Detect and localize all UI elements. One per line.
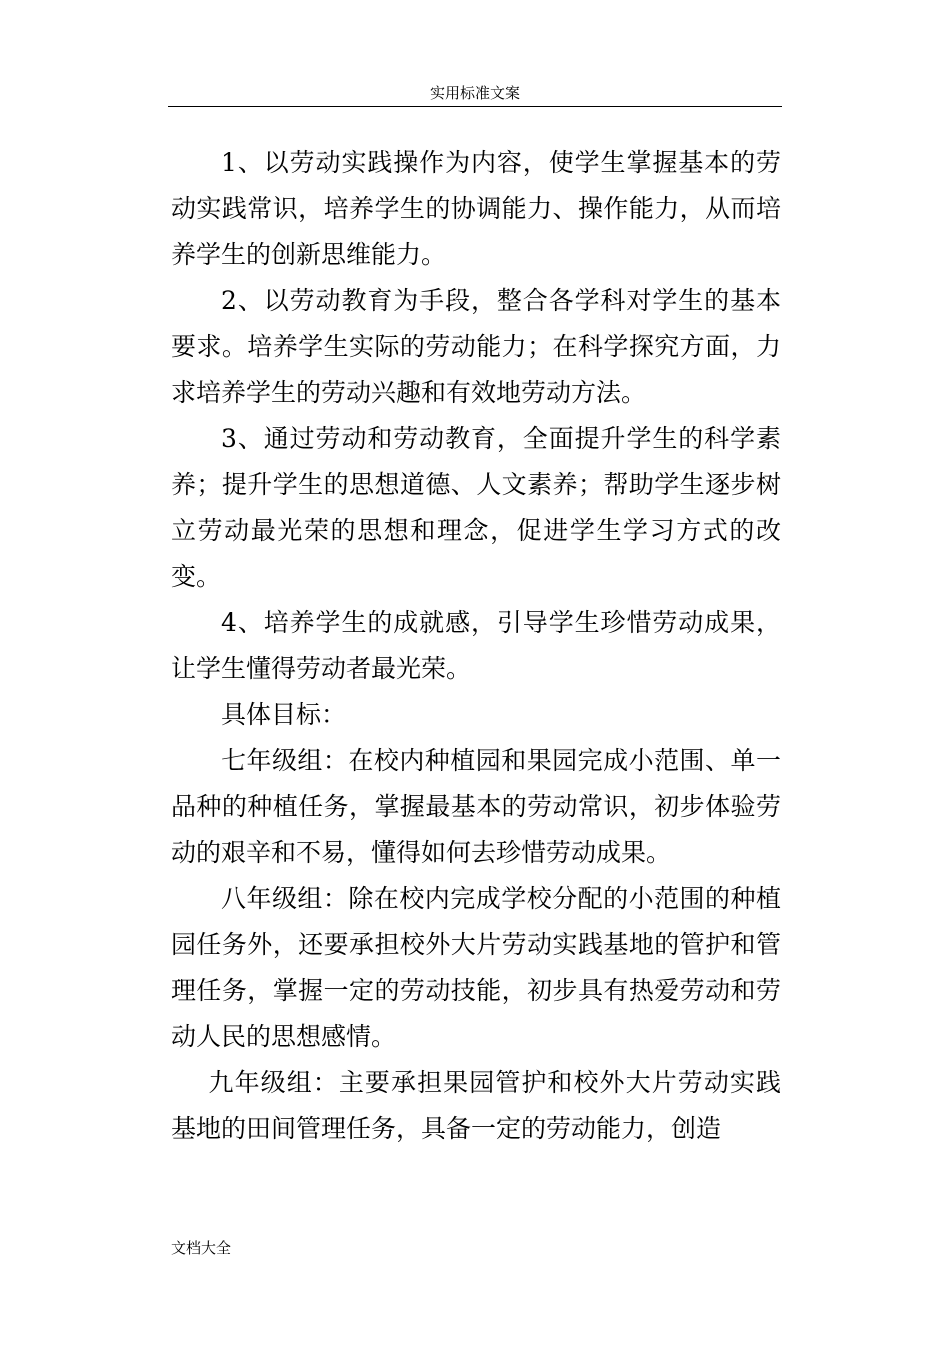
paragraph-goal-4: 4、培养学生的成就感，引导学生珍惜劳动成果，让学生懂得劳动者最光荣。	[171, 608, 781, 683]
page-header	[168, 84, 782, 107]
page-footer	[171, 1238, 231, 1258]
paragraph-grade-9: 九年级组：主要承担果园管护和校外大片劳动实践基地的田间管理任务，具备一定的劳动能力，创造	[171, 1068, 781, 1143]
footer-text: 文档大全	[171, 1239, 232, 1257]
paragraph-goal-3: 3、通过劳动和劳动教育，全面提升学生的科学素养；提升学生的思想道德、人文素养；帮助学生逐步树立劳动最光荣的思想和理念，促进学生学习方式的改变。	[171, 424, 781, 591]
paragraph-goal-2: 2、以劳动教育为手段，整合各学科对学生的基本要求。培养学生实际的劳动能力；在科学探究方面，力求培养学生的劳动兴趣和有效地劳动方法。	[171, 286, 781, 407]
specific-goals-heading: 具体目标：	[221, 700, 347, 729]
paragraph-grade-7: 七年级组：在校内种植园和果园完成小范围、单一品种的种植任务，掌握最基本的劳动常识，初步体验劳动的艰辛和不易，懂得如何去珍惜劳动成果。	[171, 746, 781, 867]
header-title: 实用标准文案	[429, 84, 520, 102]
document-body	[171, 140, 781, 1152]
paragraph-grade-8: 八年级组：除在校内完成学校分配的小范围的种植园任务外，还要承担校外大片劳动实践基地的管护和管理任务，掌握一定的劳动技能，初步具有热爱劳动和劳动人民的思想感情。	[171, 884, 781, 1051]
paragraph-goal-1: 1、以劳动实践操作为内容，使学生掌握基本的劳动实践常识，培养学生的协调能力、操作能力，从而培养学生的创新思维能力。	[171, 148, 781, 269]
